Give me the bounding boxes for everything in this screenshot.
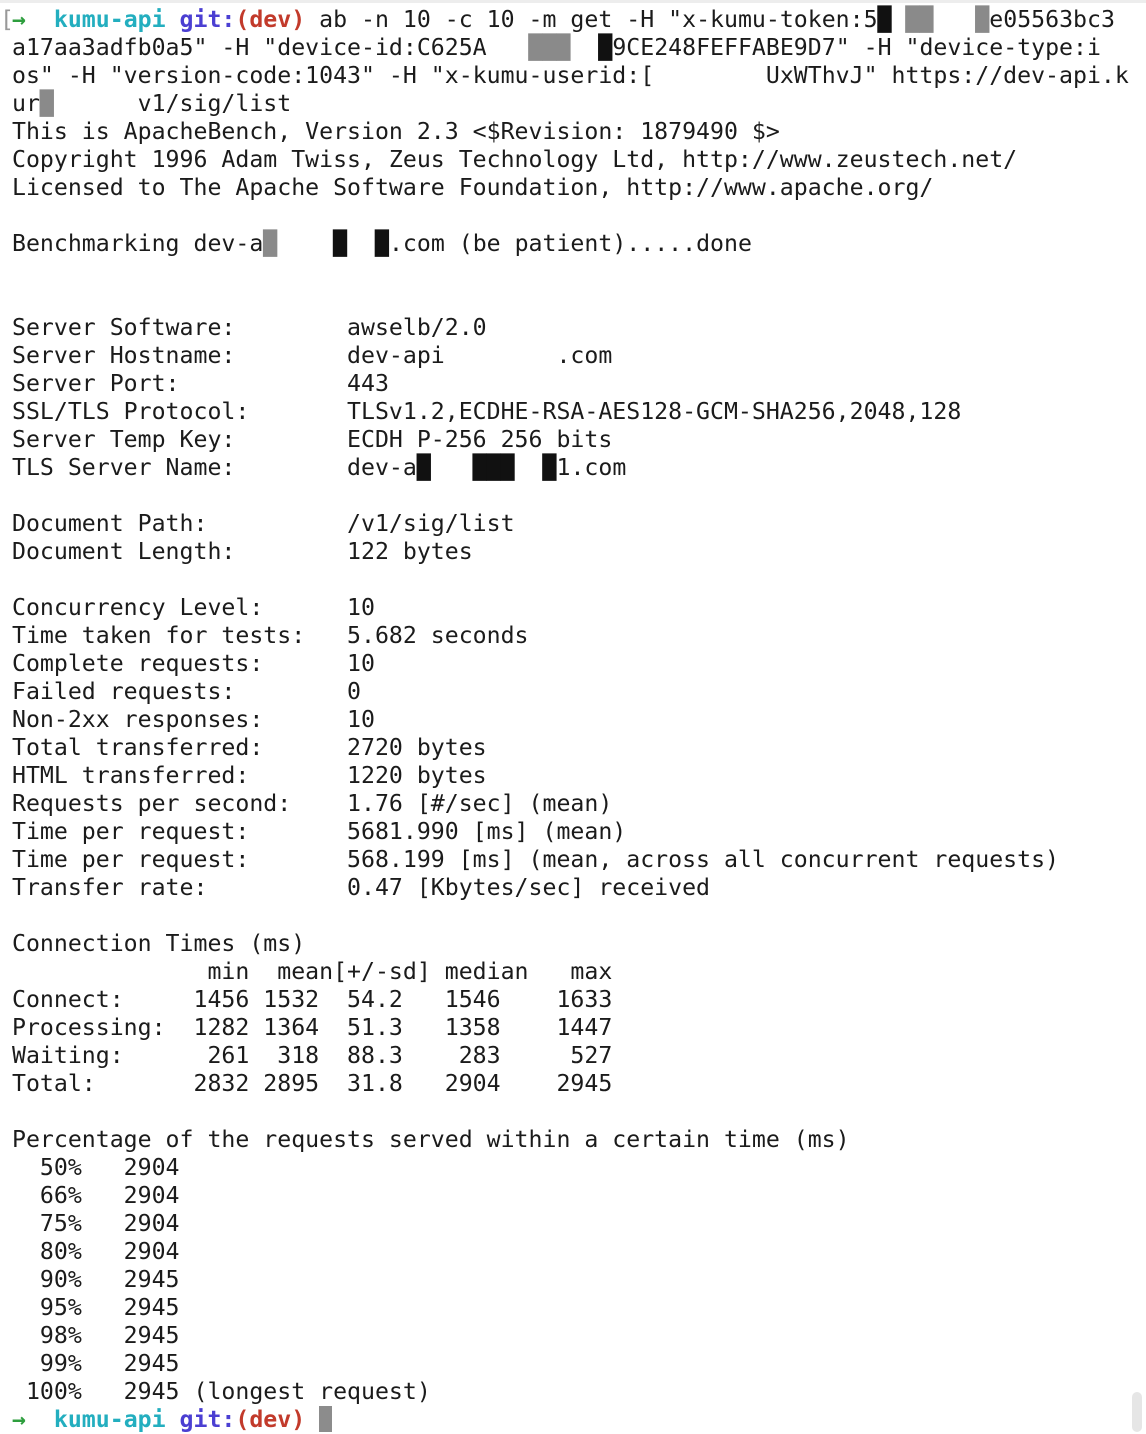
terminal-output[interactable] bbox=[12, 6, 1129, 1434]
terminal-line bbox=[12, 1378, 1129, 1406]
terminal-line bbox=[12, 846, 1129, 874]
output-text: Percentage of the requests served within a certain time (ms) bbox=[12, 1126, 850, 1153]
redacted-block: █ bbox=[598, 34, 613, 61]
prompt-arrow: → bbox=[12, 1406, 54, 1433]
redacted-block: ███ bbox=[472, 454, 515, 481]
redacted-blank bbox=[515, 454, 543, 481]
terminal-line bbox=[12, 622, 1129, 650]
blank-line bbox=[12, 1098, 1129, 1126]
blank-line bbox=[12, 202, 1129, 230]
redacted-block: ███ bbox=[528, 34, 571, 61]
output-text: Requests per second: 1.76 [#/sec] (mean) bbox=[12, 790, 613, 817]
terminal-line bbox=[12, 594, 1129, 622]
prompt-arrow: → bbox=[12, 6, 54, 33]
cursor bbox=[319, 1406, 332, 1432]
output-text: Total: 2832 2895 31.8 2904 2945 bbox=[12, 1070, 613, 1097]
terminal-line bbox=[12, 510, 1129, 538]
output-text: .com bbox=[556, 342, 613, 369]
output-text: Server Software: awselb/2.0 bbox=[12, 314, 487, 341]
redacted-block: █ bbox=[877, 6, 892, 33]
output-text: 80% 2904 bbox=[12, 1238, 180, 1265]
terminal-line bbox=[12, 790, 1129, 818]
terminal-line bbox=[12, 930, 1129, 958]
terminal-line bbox=[12, 398, 1129, 426]
terminal-line bbox=[12, 230, 1129, 258]
output-text: 95% 2945 bbox=[12, 1294, 180, 1321]
window-top-border bbox=[0, 0, 1146, 3]
output-text: Licensed to The Apache Software Foundation, http://www.apache.org/ bbox=[12, 174, 934, 201]
output-text: Document Path: /v1/sig/list bbox=[12, 510, 515, 537]
redacted-blank bbox=[570, 34, 598, 61]
terminal-line bbox=[12, 426, 1129, 454]
redacted-block: █ bbox=[39, 90, 54, 117]
redacted-block: █ bbox=[975, 6, 990, 33]
terminal-line bbox=[12, 986, 1129, 1014]
output-text: 75% 2904 bbox=[12, 1210, 180, 1237]
output-text: Connection Times (ms) bbox=[12, 930, 306, 957]
output-text: SSL/TLS Protocol: TLSv1.2,ECDHE-RSA-AES128-GCM-SHA256,2048,128 bbox=[12, 398, 962, 425]
output-text: TLS Server Name: dev-a bbox=[12, 454, 417, 481]
blank-line bbox=[12, 566, 1129, 594]
output-text: Complete requests: 10 bbox=[12, 650, 375, 677]
terminal-line bbox=[12, 1126, 1129, 1154]
output-text: Processing: 1282 1364 51.3 1358 1447 bbox=[12, 1014, 613, 1041]
output-text: 90% 2945 bbox=[12, 1266, 180, 1293]
redacted-block: ██ bbox=[905, 6, 934, 33]
output-text: Server Temp Key: ECDH P-256 256 bits bbox=[12, 426, 613, 453]
terminal-line bbox=[12, 1210, 1129, 1238]
redacted-blank bbox=[431, 454, 473, 481]
terminal-line bbox=[12, 1266, 1129, 1294]
output-text: UxWThvJ" https://dev-api.k bbox=[765, 62, 1129, 89]
terminal-line bbox=[12, 146, 1129, 174]
terminal-line bbox=[12, 762, 1129, 790]
terminal-line bbox=[12, 34, 1129, 62]
redacted-block: █ bbox=[374, 230, 389, 257]
output-text: .com (be patient).....done bbox=[388, 230, 752, 257]
prompt-branch: (dev) bbox=[235, 6, 306, 33]
output-text: HTML transferred: 1220 bytes bbox=[12, 762, 487, 789]
prompt-git-label: git: bbox=[179, 6, 236, 33]
terminal-line bbox=[12, 1154, 1129, 1182]
output-text: 1.com bbox=[556, 454, 627, 481]
terminal-line bbox=[12, 958, 1129, 986]
output-text bbox=[892, 6, 906, 33]
terminal-line bbox=[12, 1238, 1129, 1266]
terminal-line bbox=[12, 818, 1129, 846]
output-text: Total transferred: 2720 bytes bbox=[12, 734, 487, 761]
redacted-blank bbox=[487, 34, 529, 61]
terminal-line bbox=[12, 1350, 1129, 1378]
output-text: Document Length: 122 bytes bbox=[12, 538, 473, 565]
terminal-line bbox=[12, 874, 1129, 902]
output-text: ab -n 10 -c 10 -m get -H "x-kumu-token:5 bbox=[305, 6, 878, 33]
terminal-line bbox=[12, 314, 1129, 342]
output-text: Benchmarking dev-a bbox=[12, 230, 264, 257]
output-text: os" -H "version-code:1043" -H "x-kumu-userid:[ bbox=[12, 62, 655, 89]
blank-line bbox=[12, 482, 1129, 510]
redacted-block: █ bbox=[263, 230, 278, 257]
output-text: Time per request: 5681.990 [ms] (mean) bbox=[12, 818, 627, 845]
output-text: e05563bc3 bbox=[989, 6, 1115, 33]
output-text: Time per request: 568.199 [ms] (mean, across all concurrent requests) bbox=[12, 846, 1060, 873]
terminal-line bbox=[12, 1294, 1129, 1322]
redacted-block: █ bbox=[542, 454, 557, 481]
terminal-line bbox=[12, 734, 1129, 762]
output-text: Server Hostname: dev-api bbox=[12, 342, 445, 369]
terminal-line bbox=[12, 370, 1129, 398]
output-text: Failed requests: 0 bbox=[12, 678, 362, 705]
output-text: a17aa3adfb0a5" -H "device-id:C625A bbox=[12, 34, 487, 61]
terminal-line bbox=[12, 650, 1129, 678]
terminal-line bbox=[12, 538, 1129, 566]
redacted-blank bbox=[445, 342, 557, 369]
blank-line bbox=[12, 286, 1129, 314]
redacted-blank bbox=[277, 230, 333, 257]
redacted-block: █ bbox=[416, 454, 431, 481]
terminal-line bbox=[12, 90, 1129, 118]
output-text: Non-2xx responses: 10 bbox=[12, 706, 375, 733]
blank-line bbox=[12, 902, 1129, 930]
redacted-blank bbox=[54, 90, 138, 117]
output-text: 50% 2904 bbox=[12, 1154, 180, 1181]
blank-line bbox=[12, 258, 1129, 286]
output-text: ur bbox=[12, 90, 40, 117]
output-text: Time taken for tests: 5.682 seconds bbox=[12, 622, 529, 649]
output-text: Concurrency Level: 10 bbox=[12, 594, 375, 621]
terminal-line bbox=[12, 62, 1129, 90]
terminal-line bbox=[12, 118, 1129, 146]
terminal-line bbox=[12, 678, 1129, 706]
output-text bbox=[305, 1406, 319, 1433]
output-text: 100% 2945 (longest request) bbox=[12, 1378, 431, 1405]
output-text: 9CE248FEFFABE9D7" -H "device-type:i bbox=[612, 34, 1101, 61]
terminal-line bbox=[12, 342, 1129, 370]
redacted-blank bbox=[933, 6, 975, 33]
output-text: min mean[+/-sd] median max bbox=[12, 958, 613, 985]
prompt-directory: kumu-api bbox=[53, 6, 180, 33]
output-text: This is ApacheBench, Version 2.3 <$Revision: 1879490 $> bbox=[12, 118, 780, 145]
output-text: 66% 2904 bbox=[12, 1182, 180, 1209]
terminal-line bbox=[12, 706, 1129, 734]
output-text: 99% 2945 bbox=[12, 1350, 180, 1377]
terminal-line bbox=[12, 1070, 1129, 1098]
terminal-line bbox=[12, 1182, 1129, 1210]
output-text: Connect: 1456 1532 54.2 1546 1633 bbox=[12, 986, 613, 1013]
output-text: Transfer rate: 0.47 [Kbytes/sec] received bbox=[12, 874, 711, 901]
output-text: Waiting: 261 318 88.3 283 527 bbox=[12, 1042, 613, 1069]
terminal-line bbox=[12, 174, 1129, 202]
redacted-blank bbox=[654, 62, 766, 89]
terminal-line bbox=[12, 1014, 1129, 1042]
scrollbar[interactable] bbox=[1132, 1392, 1142, 1432]
terminal-line bbox=[12, 1042, 1129, 1070]
prompt-git-label: git: bbox=[179, 1406, 236, 1433]
terminal-line bbox=[12, 1406, 1129, 1434]
prompt-directory: kumu-api bbox=[53, 1406, 180, 1433]
output-text: Copyright 1996 Adam Twiss, Zeus Technology Ltd, http://www.zeustech.net/ bbox=[12, 146, 1018, 173]
terminal-line bbox=[12, 6, 1129, 34]
terminal-line bbox=[12, 454, 1129, 482]
output-text: Server Port: 443 bbox=[12, 370, 389, 397]
prompt-bracket: [ bbox=[0, 6, 14, 33]
prompt-branch: (dev) bbox=[235, 1406, 306, 1433]
output-text: 98% 2945 bbox=[12, 1322, 180, 1349]
output-text: v1/sig/list bbox=[137, 90, 292, 117]
terminal-line bbox=[12, 1322, 1129, 1350]
redacted-blank bbox=[347, 230, 375, 257]
redacted-block: █ bbox=[333, 230, 348, 257]
